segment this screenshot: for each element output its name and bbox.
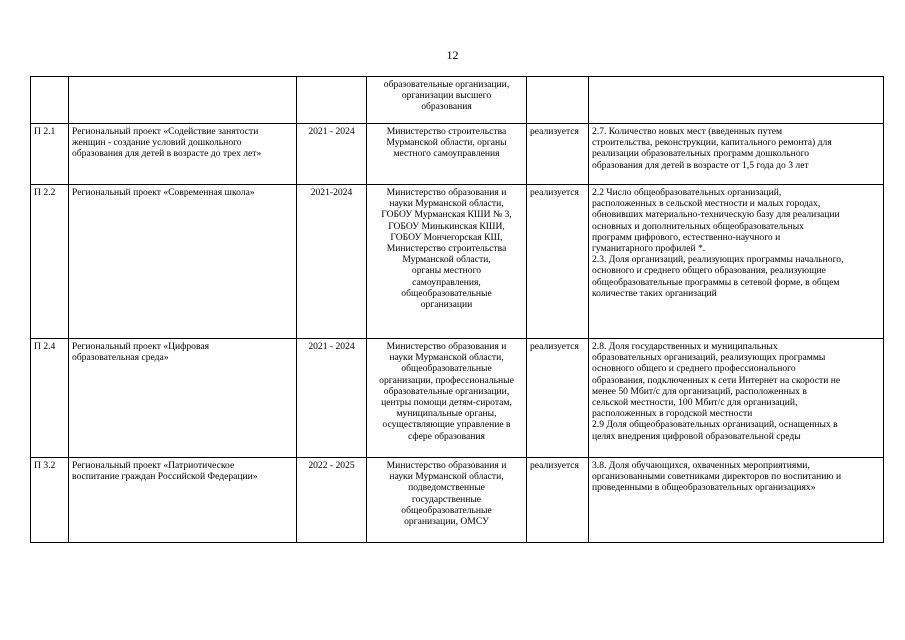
executors-cell: Министерство строительства Мурманской области, органы местного самоуправления bbox=[367, 124, 527, 185]
row-number-cell: П 2.1 bbox=[31, 124, 69, 185]
executors-cell: образовательные организации, организации высшего образования bbox=[367, 77, 527, 124]
project-name-cell: Региональный проект «Современная школа» bbox=[69, 185, 297, 339]
years-cell: 2022 - 2025 bbox=[297, 458, 367, 543]
status-cell: реализуется bbox=[527, 124, 589, 185]
measures-table bbox=[30, 76, 884, 543]
row-number-cell: П 2.2 bbox=[31, 185, 69, 339]
project-name-cell bbox=[69, 77, 297, 124]
years-cell: 2021 - 2024 bbox=[297, 124, 367, 185]
table-row bbox=[31, 339, 884, 458]
status-cell: реализуется bbox=[527, 458, 589, 543]
status-cell: реализуется bbox=[527, 339, 589, 458]
years-cell: 2021-2024 bbox=[297, 185, 367, 339]
project-name-cell: Региональный проект «Цифровая образовательная среда» bbox=[69, 339, 297, 458]
indicators-cell: 2.2 Число общеобразовательных организаций, расположенных в сельской местности и малых городах, обновивших материально-техническую базу для реализации основных и дополнительных общеобразовательных программ цифрового, естественно-научного и гуманитарного профилей *. 2.3. Доля организаций, реализующих программы начального, основного и среднего общего образования, реализующие общеобразовательные программы в сетевой форме, в общем количестве таких организаций bbox=[589, 185, 884, 339]
executors-cell: Министерство образования и науки Мурманской области, подведомственные государственные общеобразовательные организации, ОМСУ bbox=[367, 458, 527, 543]
page-number: 12 bbox=[446, 48, 459, 62]
project-name-cell: Региональный проект «Содействие занятости женщин - создание условий дошкольного образования для детей в возрасте до трех лет» bbox=[69, 124, 297, 185]
table-row bbox=[31, 185, 884, 339]
indicators-cell: 3.8. Доля обучающихся, охваченных мероприятиями, организованными советниками директоров по воспитанию и проведенными в общеобразовательных организациях» bbox=[589, 458, 884, 543]
row-number-cell: П 2.4 bbox=[31, 339, 69, 458]
row-number-cell: П 3.2 bbox=[31, 458, 69, 543]
status-cell: реализуется bbox=[527, 185, 589, 339]
years-cell: 2021 - 2024 bbox=[297, 339, 367, 458]
indicators-cell: 2.7. Количество новых мест (введенных путем строительства, реконструкции, капитального ремонта) для реализации образовательных программ дошкольного образования для детей в возрасте от 1,5 года до 3 лет bbox=[589, 124, 884, 185]
indicators-cell: 2.8. Доля государственных и муниципальных образовательных организаций, реализующих программы основного общего и среднего профессионального образования, подключенных к сети Интернет на скорости не менее 50 Мбит/с для организаций, расположенных в сельской местности, 100 Мбит/с для организаций, расположенных в городской местности 2.9 Доля общеобразовательных организаций, оснащенных в целях внедрения цифровой образовательной среды bbox=[589, 339, 884, 458]
row-number-cell bbox=[31, 77, 69, 124]
table-row bbox=[31, 124, 884, 185]
project-name-cell: Региональный проект «Патриотическое воспитание граждан Российской Федерации» bbox=[69, 458, 297, 543]
executors-cell: Министерство образования и науки Мурманской области, ГОБОУ Мурманская КШИ № 3, ГОБОУ Минькинская КШИ, ГОБОУ Мончегорская КШ, Министерство строительства Мурманской области, органы местного самоуправления, общеобразовательные организации bbox=[367, 185, 527, 339]
indicators-cell bbox=[589, 77, 884, 124]
years-cell bbox=[297, 77, 367, 124]
executors-cell: Министерство образования и науки Мурманской области, общеобразовательные организации, профессиональные образовательные организации, центры помощи детям-сиротам, муниципальные органы, осуществляющие управление в сфере образования bbox=[367, 339, 527, 458]
status-cell bbox=[527, 77, 589, 124]
table-row bbox=[31, 458, 884, 543]
table-row bbox=[31, 77, 884, 124]
